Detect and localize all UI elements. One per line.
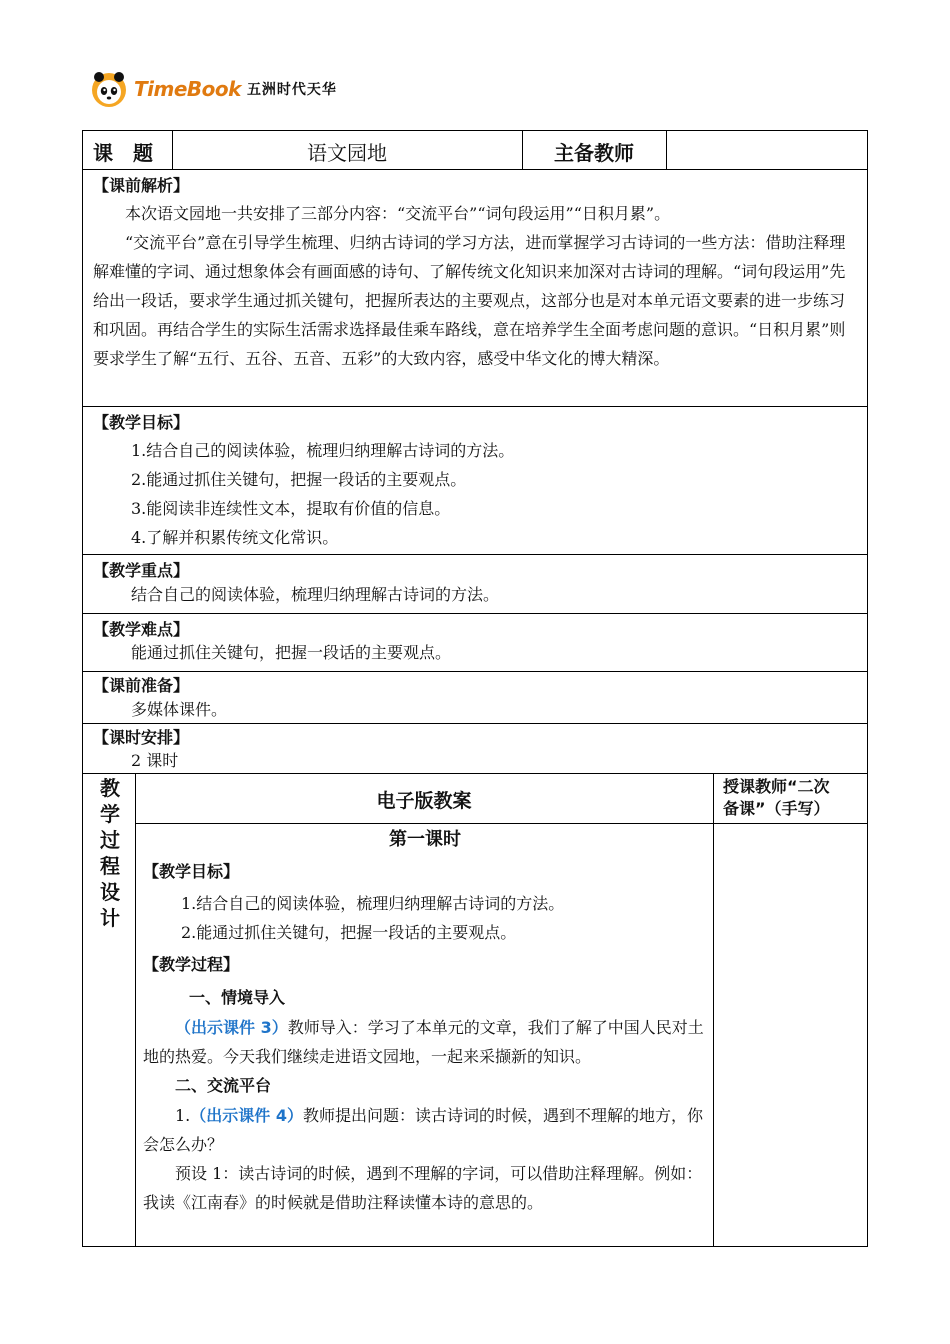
pre-analysis-paragraph: “交流平台”意在引导学生梳理、归纳古诗词的学习方法，进而掌握学习古诗词的一些方法：借助注释理解难懂的字词、通过想象体会有画面感的诗句、了解传统文化知识来加深对古诗词的理解。“词句段运用”先给出一段话，要求学生通过抓关键句，把握所表达的主要观点，这部分也是对本单元语文要素的进一步练习和巩固。再结合学生的实际生活需求选择最佳乘车路线，意在培养学生全面考虑问题的意识。“日积月累”则要求学生了解“五行、五谷、五音、五彩”的大致内容，感受中华文化的博大精深。: [93, 233, 846, 368]
divider: [83, 554, 867, 555]
objective-item: 2.能通过抓住关键句，把握一段话的主要观点。: [131, 470, 467, 489]
topic-label: 课 题: [93, 141, 153, 165]
side-char: 过: [100, 828, 120, 852]
objective-item: 1.结合自己的阅读体验，梳理归纳理解古诗词的方法。: [131, 441, 515, 460]
panda-logo-icon: [88, 68, 130, 110]
handwritten-header-line: 备课”（手写）: [723, 799, 830, 818]
courseware-tag: （出示课件 3）: [175, 1018, 288, 1037]
handwritten-column-header: [723, 776, 865, 820]
step1-paragraph: [143, 1013, 707, 1071]
side-char: 设: [100, 880, 120, 904]
logo-cn-text: 五洲时代天华: [246, 82, 337, 98]
divider: [135, 773, 136, 1246]
lesson-content: [143, 825, 707, 1217]
key-point-text: 结合自己的阅读体验，梳理归纳理解古诗词的方法。: [131, 585, 500, 604]
divider: [83, 671, 867, 672]
side-char: 教: [100, 776, 120, 800]
divider: [83, 169, 867, 170]
divider: [135, 823, 867, 824]
step2-number: 1.: [175, 1106, 191, 1125]
lesson-objectives-title: 【教学目标】: [143, 862, 240, 881]
lesson-process-title: 【教学过程】: [143, 955, 240, 974]
handwritten-header-line: 授课教师“二次: [723, 777, 830, 796]
difficulty-text: 能通过抓住关键句，把握一段话的主要观点。: [131, 643, 452, 662]
lesson-plan-table: [82, 130, 868, 1247]
key-point-title: 【教学重点】: [93, 561, 190, 580]
preparation-title: 【课前准备】: [93, 676, 190, 695]
pre-analysis-paragraph: 本次语文园地一共安排了三部分内容：“交流平台”“词句段运用”“日积月累”。: [125, 204, 671, 223]
step2-paragraph: [143, 1101, 707, 1159]
preparation-text: 多媒体课件。: [131, 700, 228, 719]
divider: [83, 773, 867, 774]
electronic-plan-header: 电子版教案: [376, 790, 472, 812]
divider: [666, 131, 667, 169]
schedule-title: 【课时安排】: [93, 728, 190, 747]
step1-text: 教师导入：学习了本单元的文章，我们了解了中国人民对土地的热爱。今天我们继续走进语文园地，一起来采撷新的知识。: [143, 1018, 704, 1066]
objective-item: 4.了解并积累传统文化常识。: [131, 528, 339, 547]
divider: [83, 406, 867, 407]
schedule-text: 2 课时: [131, 751, 179, 770]
divider: [83, 723, 867, 724]
step2-title: 二、交流平台: [175, 1076, 272, 1095]
objectives-title: 【教学目标】: [93, 413, 190, 432]
step1-title: 一、情境导入: [189, 988, 286, 1007]
brand-logo: [88, 68, 337, 110]
objectives-list: [131, 436, 851, 552]
pre-analysis-title: 【课前解析】: [93, 176, 190, 195]
lesson-title: 第一课时: [389, 829, 461, 850]
lesson-objective-item: 1.结合自己的阅读体验，梳理归纳理解古诗词的方法。: [181, 894, 565, 913]
topic-value: 语文园地: [307, 141, 387, 165]
divider: [713, 773, 714, 1246]
side-char: 计: [100, 906, 120, 930]
teacher-label: 主备教师: [554, 141, 634, 165]
divider: [83, 613, 867, 614]
step2-text: 教师提出问题：读古诗词的时候，遇到不理解的地方，你会怎么办？: [143, 1106, 703, 1154]
difficulty-title: 【教学难点】: [93, 620, 190, 639]
process-side-label: [93, 775, 127, 931]
side-char: 程: [100, 854, 120, 878]
preset1-paragraph: 预设 1：读古诗词的时候，遇到不理解的字词，可以借助注释理解。例如：我读《江南春》的时候就是借助注释读懂本诗的意思的。: [143, 1164, 703, 1212]
side-char: 学: [100, 802, 120, 826]
pre-analysis-body: [93, 199, 859, 373]
lesson-objective-item: 2.能通过抓住关键句，把握一段话的主要观点。: [181, 923, 517, 942]
courseware-tag: （出示课件 4）: [190, 1106, 303, 1125]
logo-brand-text: TimeBook: [134, 77, 241, 101]
objective-item: 3.能阅读非连续性文本，提取有价值的信息。: [131, 499, 451, 518]
